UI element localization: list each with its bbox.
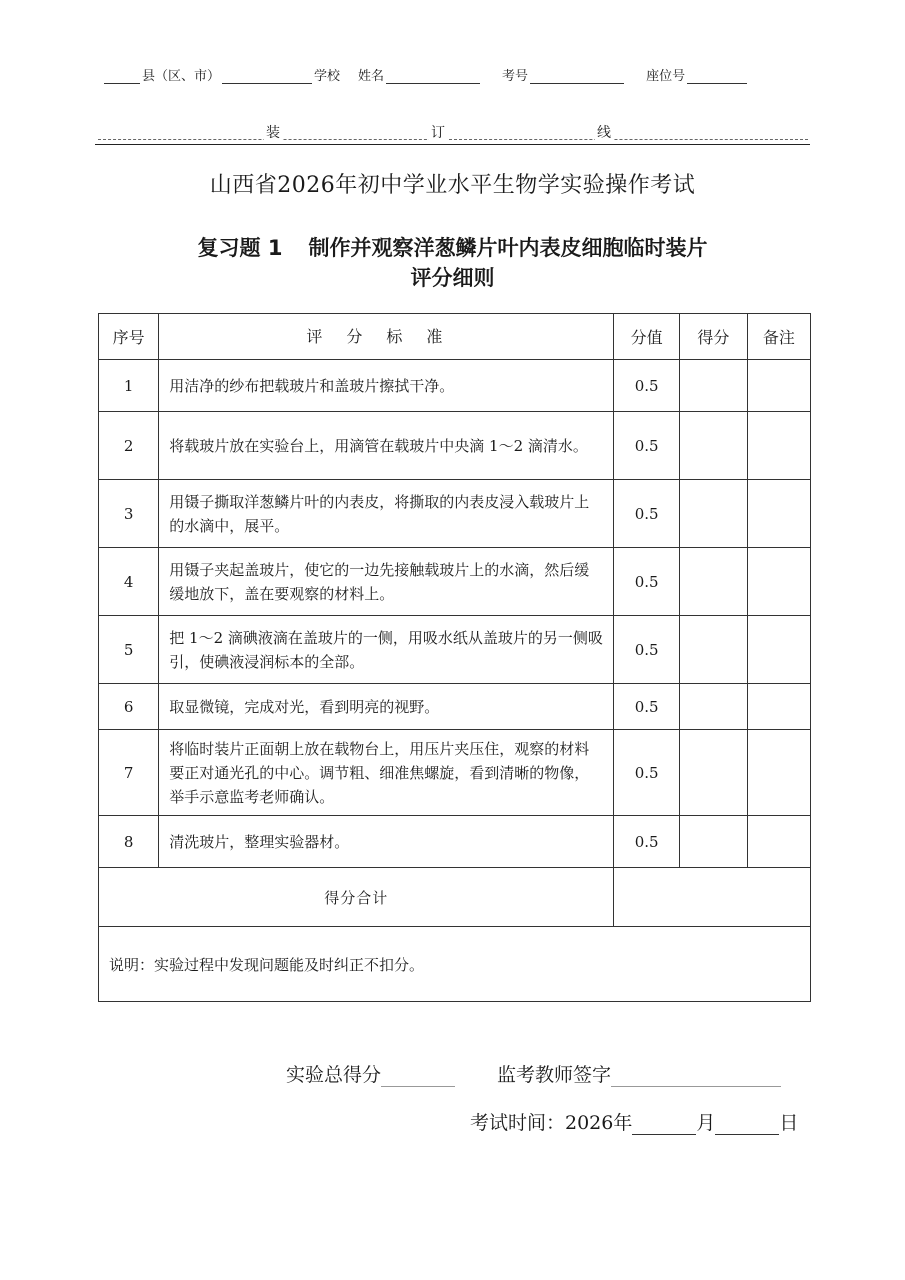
- row-value: 0.5: [614, 730, 679, 816]
- task-number: 复习题 1: [197, 236, 283, 260]
- row-criteria: 用镊子夹起盖玻片，使它的一边先接触载玻片上的水滴，然后缓缓地放下，盖在要观察的材料上。: [159, 548, 614, 616]
- table-row: [99, 548, 811, 616]
- row-idx: 7: [99, 730, 159, 816]
- row-score-cell[interactable]: [679, 684, 747, 730]
- day-blank[interactable]: [715, 1116, 779, 1135]
- exam-no-blank[interactable]: [530, 69, 624, 84]
- table-row: [99, 684, 811, 730]
- header-score: 得分: [679, 314, 747, 360]
- school-blank[interactable]: [222, 69, 312, 84]
- table-row: [99, 816, 811, 868]
- row-score-cell[interactable]: [679, 816, 747, 868]
- row-note-cell[interactable]: [747, 816, 810, 868]
- total-score-blank[interactable]: [381, 1068, 455, 1087]
- header-note: 备注: [747, 314, 810, 360]
- row-criteria: 用镊子撕取洋葱鳞片叶的内表皮，将撕取的内表皮浸入载玻片上的水滴中，展平。: [159, 480, 614, 548]
- row-criteria: 清洗玻片，整理实验器材。: [159, 816, 614, 868]
- candidate-info-line: [102, 64, 762, 84]
- row-note-cell[interactable]: [747, 548, 810, 616]
- row-criteria: 将载玻片放在实验台上，用滴管在载玻片中央滴 1～2 滴清水。: [159, 412, 614, 480]
- row-value: 0.5: [614, 360, 679, 412]
- table-header-row: [99, 314, 811, 360]
- row-value: 0.5: [614, 816, 679, 868]
- row-note-cell[interactable]: [747, 412, 810, 480]
- name-blank[interactable]: [386, 69, 480, 84]
- row-score-cell[interactable]: [679, 412, 747, 480]
- header-divider: [95, 144, 810, 145]
- month-blank[interactable]: [632, 1116, 696, 1135]
- row-note-cell[interactable]: [747, 616, 810, 684]
- name-label: 姓名: [358, 69, 385, 84]
- table-row: [99, 730, 811, 816]
- row-note-cell[interactable]: [747, 730, 810, 816]
- row-criteria: 把 1～2 滴碘液滴在盖玻片的一侧，用吸水纸从盖玻片的另一侧吸引，使碘液浸润标本的全部。: [159, 616, 614, 684]
- row-criteria: 将临时装片正面朝上放在载物台上，用压片夹压住，观察的材料要正对通光孔的中心。调节粗、细准焦螺旋，看到清晰的物像，举手示意监考老师确认。: [159, 730, 614, 816]
- row-note-cell[interactable]: [747, 360, 810, 412]
- signature-line: [286, 1060, 781, 1087]
- binding-line: [98, 122, 808, 142]
- exam-time-label: 考试时间：2026年: [470, 1112, 633, 1134]
- school-label: 学校: [314, 69, 341, 84]
- total-score-label: 实验总得分: [286, 1064, 382, 1086]
- exam-no-label: 考号: [502, 69, 529, 84]
- task-subtitle: [0, 233, 905, 293]
- row-idx: 2: [99, 412, 159, 480]
- note-row: [99, 927, 811, 1002]
- binding-zhuang: 装: [264, 122, 282, 142]
- header-value: 分值: [614, 314, 679, 360]
- table-row: [99, 412, 811, 480]
- row-criteria: 取显微镜，完成对光，看到明亮的视野。: [159, 684, 614, 730]
- table-row: [99, 616, 811, 684]
- row-value: 0.5: [614, 684, 679, 730]
- header-idx: 序号: [99, 314, 159, 360]
- row-score-cell[interactable]: [679, 360, 747, 412]
- binding-ding: 订: [429, 122, 447, 142]
- table-note: 说明：实验过程中发现问题能及时纠正不扣分。: [99, 927, 811, 1002]
- total-label: 得分合计: [99, 868, 614, 927]
- teacher-sign-blank[interactable]: [611, 1068, 781, 1087]
- binding-dashed-rule: [98, 139, 808, 140]
- task-topic: 制作并观察洋葱鳞片叶内表皮细胞临时装片: [308, 236, 708, 260]
- row-value: 0.5: [614, 616, 679, 684]
- row-idx: 5: [99, 616, 159, 684]
- row-note-cell[interactable]: [747, 480, 810, 548]
- total-score-cell[interactable]: [614, 868, 811, 927]
- row-value: 0.5: [614, 412, 679, 480]
- row-score-cell[interactable]: [679, 480, 747, 548]
- row-criteria: 用洁净的纱布把载玻片和盖玻片擦拭干净。: [159, 360, 614, 412]
- day-label: 日: [779, 1112, 799, 1134]
- table-row: [99, 360, 811, 412]
- row-idx: 3: [99, 480, 159, 548]
- header-criteria: 评分标准: [159, 314, 614, 360]
- county-label: 县（区、市）: [142, 69, 221, 84]
- binding-xian: 线: [595, 122, 613, 142]
- row-value: 0.5: [614, 548, 679, 616]
- row-idx: 8: [99, 816, 159, 868]
- teacher-sign-label: 监考教师签字: [497, 1064, 612, 1086]
- row-note-cell[interactable]: [747, 684, 810, 730]
- exam-date-line: [470, 1108, 798, 1135]
- row-idx: 4: [99, 548, 159, 616]
- row-idx: 1: [99, 360, 159, 412]
- month-label: 月: [696, 1112, 716, 1134]
- row-value: 0.5: [614, 480, 679, 548]
- row-idx: 6: [99, 684, 159, 730]
- table-row: [99, 480, 811, 548]
- row-score-cell[interactable]: [679, 548, 747, 616]
- seat-no-label: 座位号: [646, 69, 686, 84]
- total-row: [99, 868, 811, 927]
- task-subtitle-line2: 评分细则: [410, 266, 495, 290]
- scoring-table: [98, 313, 811, 1002]
- seat-no-blank[interactable]: [687, 69, 747, 84]
- exam-title: 山西省2026年初中学业水平生物学实验操作考试: [209, 173, 696, 198]
- county-blank[interactable]: [104, 69, 140, 84]
- row-score-cell[interactable]: [679, 616, 747, 684]
- row-score-cell[interactable]: [679, 730, 747, 816]
